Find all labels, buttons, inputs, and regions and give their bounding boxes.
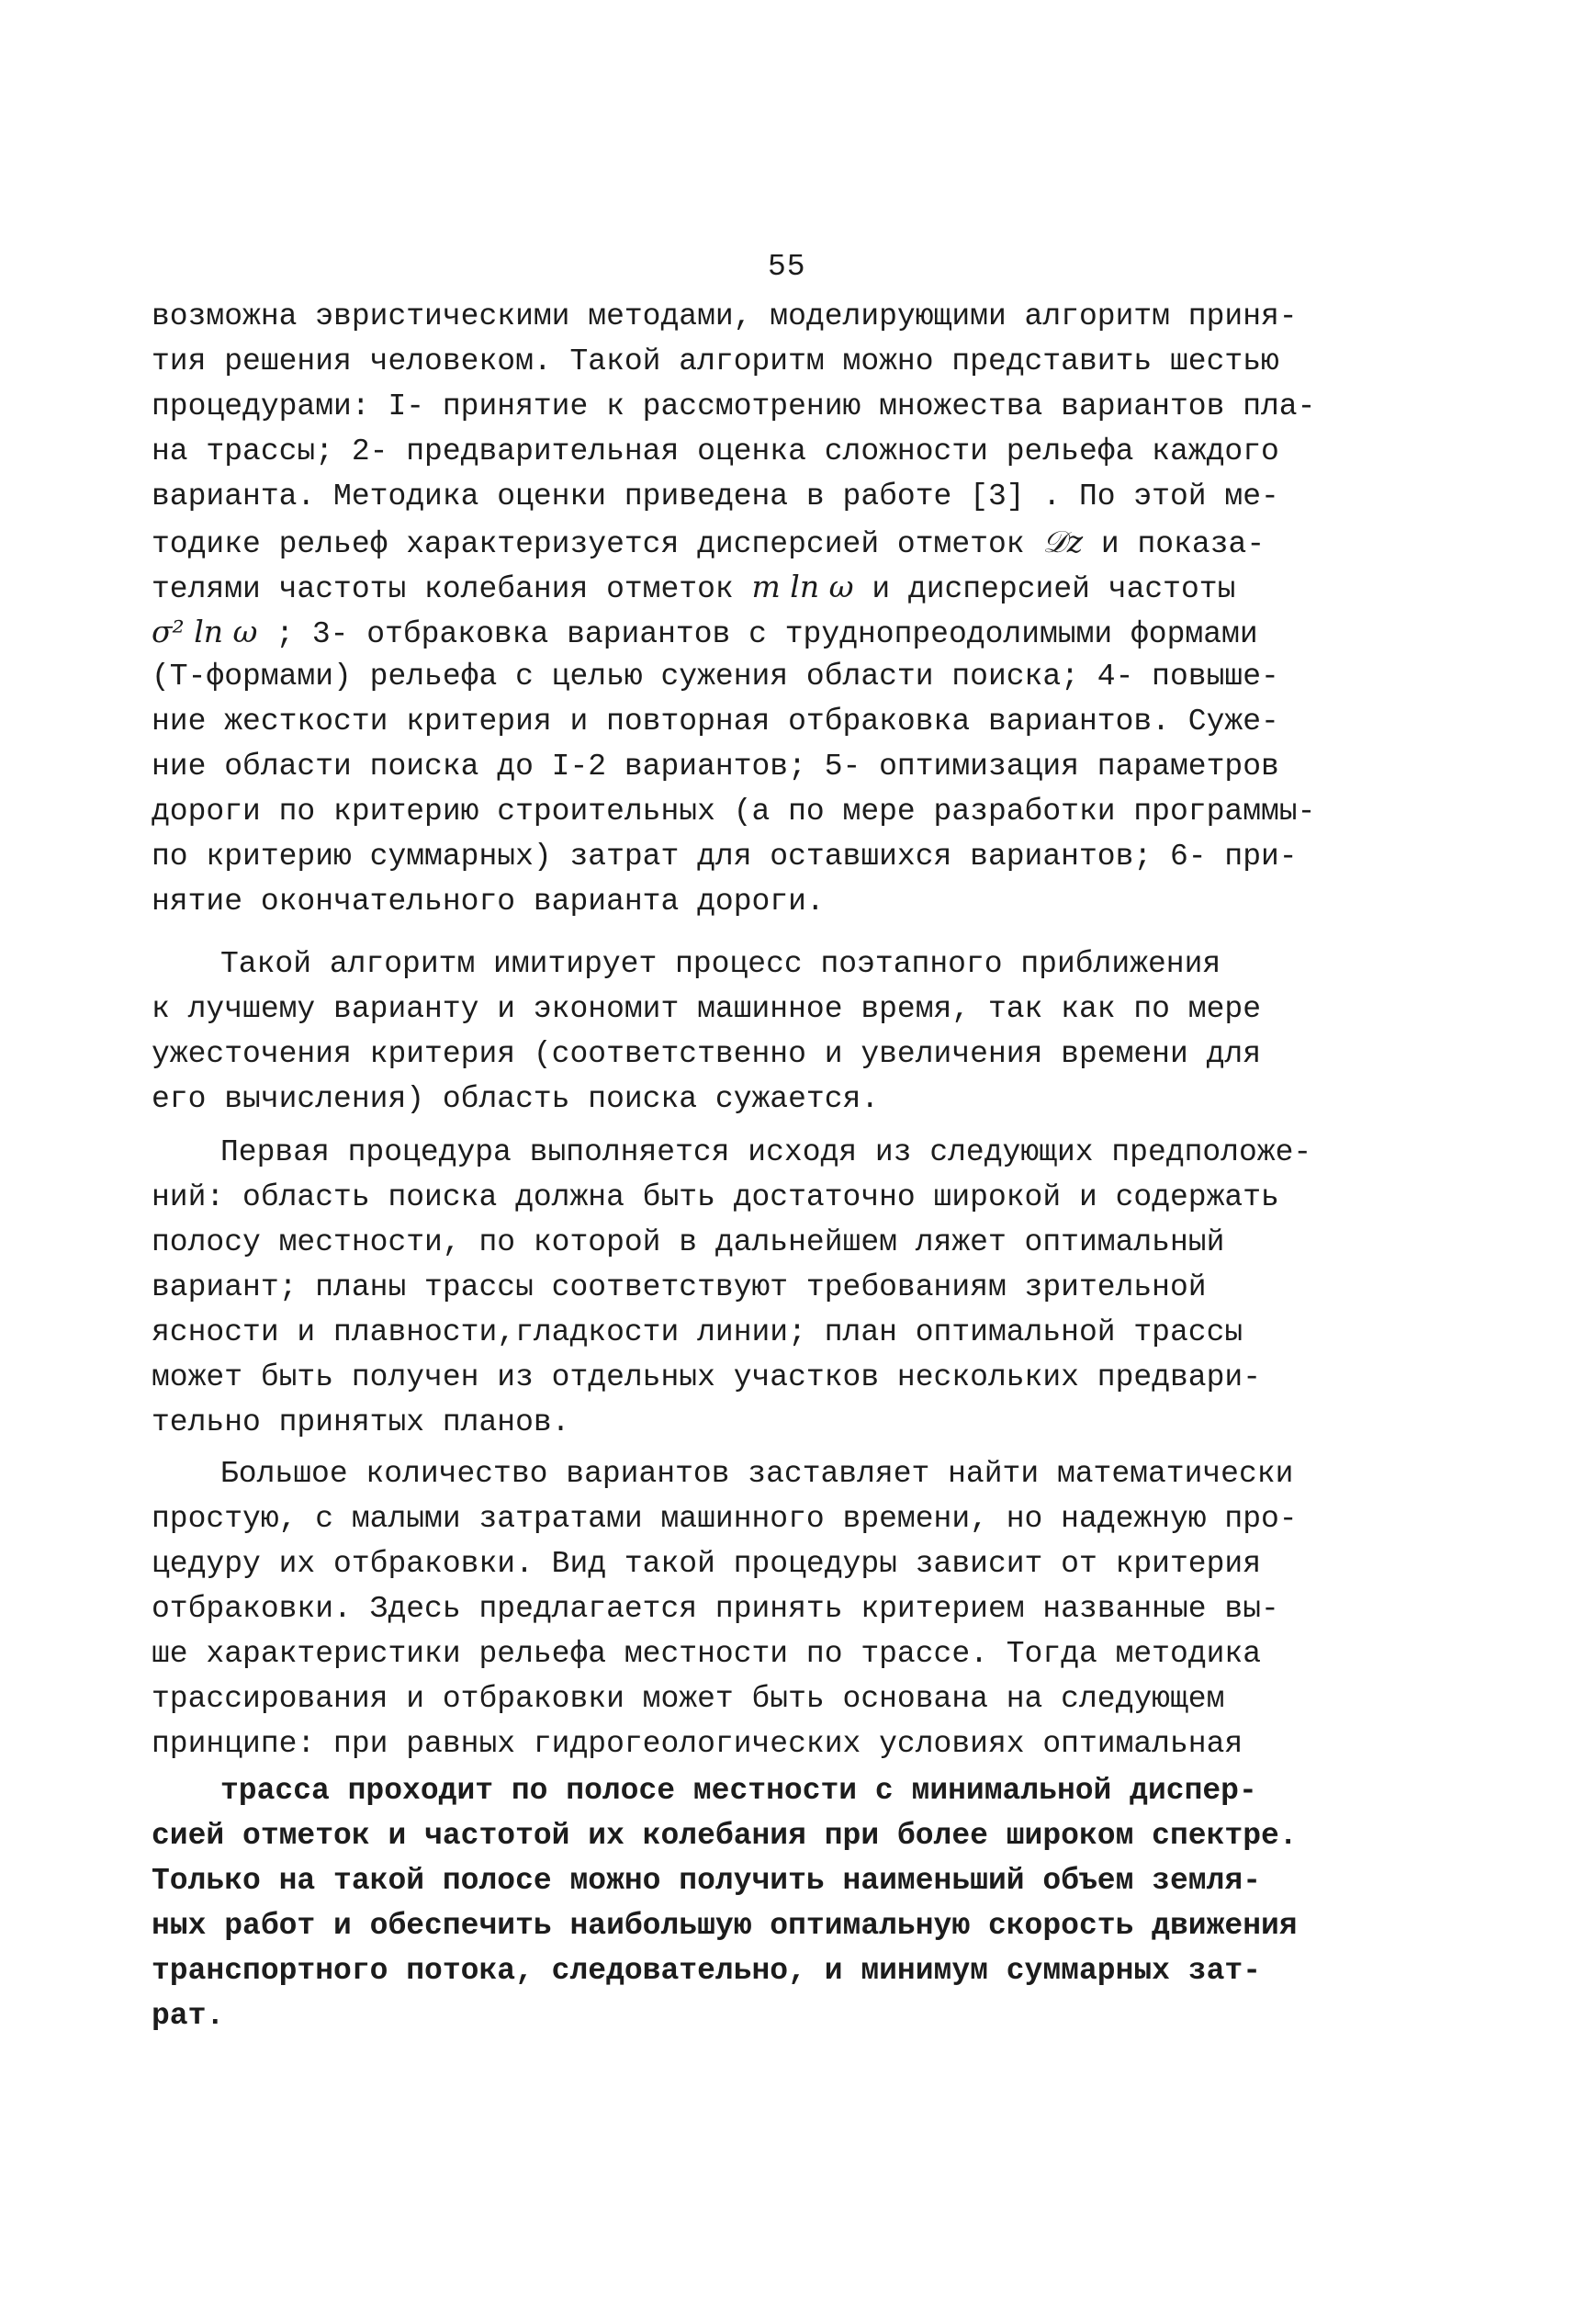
text-segment: ; 3- отбраковка вариантов с труднопреодолимыми формами <box>257 617 1258 651</box>
text-line: к лучшему варианту и экономит машинное время, так как по мере <box>152 992 1261 1026</box>
text-line: ние области поиска до I-2 вариантов; 5- оптимизация параметров <box>152 750 1279 784</box>
text-line: Большое количество вариантов заставляет найти математически <box>220 1457 1294 1491</box>
text-segment: и показа- <box>1083 527 1266 561</box>
text-line: трасса проходит по полосе местности с минимальной диспер- <box>220 1774 1257 1808</box>
text-line: цедуру их отбраковки. Вид такой процедуры зависит от критерия <box>152 1547 1261 1581</box>
text-line: рат. <box>152 1999 225 2033</box>
text-line: его вычисления) область поиска сужается. <box>152 1082 880 1116</box>
text-line: полосу местности, по которой в дальнейшем ляжет оптимальный <box>152 1225 1225 1259</box>
paragraph-5 <box>152 1768 1336 2038</box>
text-segment: телями частоты колебания отметок <box>152 572 752 606</box>
paragraph-2 <box>152 942 1336 1122</box>
text-line: тия решения человеком. Такой алгоритм можно представить шестью <box>152 344 1279 378</box>
text-line: нятие окончательного варианта дороги. <box>152 885 825 919</box>
text-line: варианта. Методика оценки приведена в работе [3] . По этой ме- <box>152 479 1279 513</box>
text-line: ясности и плавности,гладкости линии; план оптимальной трассы <box>152 1315 1243 1349</box>
text-segment: тодике рельеф характеризуется дисперсией отметок <box>152 527 1043 561</box>
text-line: может быть получен из отдельных участков нескольких предвари- <box>152 1360 1261 1394</box>
frequency-symbol: m ln ω <box>751 569 854 604</box>
text-line: ных работ и обеспечить наибольшую оптимальную скорость движения <box>152 1909 1298 1943</box>
text-line: трассирования и отбраковки может быть основана на следующем <box>152 1682 1225 1716</box>
text-line <box>152 519 1336 564</box>
text-line: процедурами: I- принятие к рассмотрению множества вариантов пла- <box>152 389 1316 423</box>
text-line: простую, с малыми затратами машинного времени, но надежную про- <box>152 1502 1298 1536</box>
text-line: тельно принятых планов. <box>152 1405 570 1439</box>
paragraph-1 <box>152 294 1336 924</box>
text-line: по критерию суммарных) затрат для оставшихся вариантов; 6- при- <box>152 840 1298 874</box>
text-line: ше характеристики рельефа местности по трассе. Тогда методика <box>152 1637 1261 1671</box>
text-line: дороги по критерию строительных (а по мере разработки программы- <box>152 795 1316 829</box>
text-line: транспортного потока, следовательно, и минимум суммарных зат- <box>152 1954 1261 1988</box>
text-line: ние жесткости критерия и повторная отбраковка вариантов. Суже- <box>152 705 1279 739</box>
text-line <box>152 609 1336 654</box>
frequency-variance-symbol: σ² ln ω <box>152 614 258 649</box>
dispersion-symbol: 𝒟z <box>1042 524 1084 559</box>
page-number: 55 <box>768 250 806 284</box>
text-line: отбраковки. Здесь предлагается принять критерием названные вы- <box>152 1592 1279 1626</box>
text-line: вариант; планы трассы соответствуют требованиям зрительной <box>152 1270 1207 1304</box>
text-line: ний: область поиска должна быть достаточно широкой и содержать <box>152 1180 1279 1214</box>
text-line: возможна эвристическими методами, моделирующими алгоритм приня- <box>152 299 1298 333</box>
text-line: ужесточения критерия (соответственно и увеличения времени для <box>152 1037 1261 1071</box>
text-line: Первая процедура выполняется исходя из следующих предположе- <box>220 1135 1312 1169</box>
text-segment: и дисперсией частоты <box>853 572 1236 606</box>
text-line: на трассы; 2- предварительная оценка сложности рельефа каждого <box>152 434 1279 468</box>
text-line: (Т-формами) рельефа с целью сужения области поиска; 4- повыше- <box>152 660 1279 694</box>
text-line: Такой алгоритм имитирует процесс поэтапного приближения <box>220 947 1221 981</box>
text-line: Только на такой полосе можно получить наименьший объем земля- <box>152 1864 1261 1898</box>
paragraph-3 <box>152 1130 1336 1445</box>
text-line: принципе: при равных гидрогеологических условиях оптимальная <box>152 1727 1243 1761</box>
text-line <box>152 564 1336 609</box>
text-line: сией отметок и частотой их колебания при более широком спектре. <box>152 1819 1298 1853</box>
paragraph-4 <box>152 1451 1336 1766</box>
